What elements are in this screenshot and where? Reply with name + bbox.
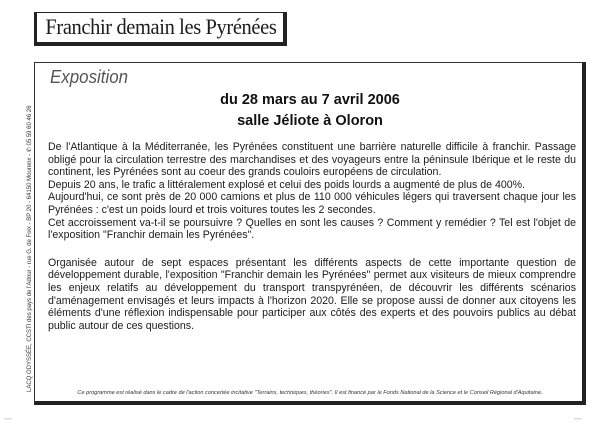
venue-line: salle Jéliote à Oloron [237, 113, 383, 129]
paragraph-traffic: Depuis 20 ans, le trafic a littéralement explosé et celui des poids lourds a augmenté de plus de 400%. [48, 178, 526, 191]
dates-line: du 28 mars au 7 avril 2006 [220, 92, 400, 108]
paragraph-today: Aujourd'hui, ce sont près de 20 000 camions et plus de 110 000 véhicules légers qui traversent chaque jour les Pyrénées : c'est un poids lourd et trois voitures toutes les 2 secondes. [48, 191, 576, 216]
side-credit-text: LACQ ODYSSÉE, CCSTI des pays de l'Adour - rue G. de Foix - BP 20 - 64150 Mourenx - ✆ 05 59 60 46 26 [27, 105, 33, 392]
body-text [48, 141, 576, 332]
footnote: Ce programme est réalisé dans le cadre de l'action concertée incitative "Terrains, techniques, théories". Il est financé par le Fonds National de la Science et le Conseil Régional d'Aquitaine. [77, 390, 543, 396]
page-title: Franchir demain les Pyrénées [45, 14, 277, 39]
paragraph-intro: De l'Atlantique à la Méditerranée, les Pyrénées constituent une barrière naturelle difficile à franchir. Passage obligé pour la circulation terrestre des marchandises et des voyageurs entre la péninsule Ibérique et le reste du continent, les Pyrénées sont au coeur des grands couloirs européens de circulation. [48, 141, 576, 179]
section-label: Exposition [50, 67, 129, 87]
title-box [34, 12, 287, 46]
paragraph-organisation: Organisée autour de sept espaces présentant les différents aspects de cette importante question de développement durable, l'exposition "Franchir demain les Pyrénées" permet aux visiteurs de mieux comprendre les enjeux relatifs au développement du transport transpyrénéen, de découvrir les différents scénarios d'aménagement envisagés et leurs impacts à l'horizon 2020. Elle se propose aussi de donner aux citoyens les éléments d'une réflexion indispensable pour participer aux côtés des experts et des pouvoirs publics au débat public autour de ces questions. [48, 256, 576, 332]
paragraph-questions: Cet accroissement va-t-il se poursuivre ? Quelles en sont les causes ? Comment y remédier ? Tel est l'objet de l'exposition "Franchir demain les Pyrénées". [48, 216, 576, 242]
registration-mark: ▁▁ [574, 414, 582, 420]
registration-mark: ▁▁ [4, 414, 12, 420]
